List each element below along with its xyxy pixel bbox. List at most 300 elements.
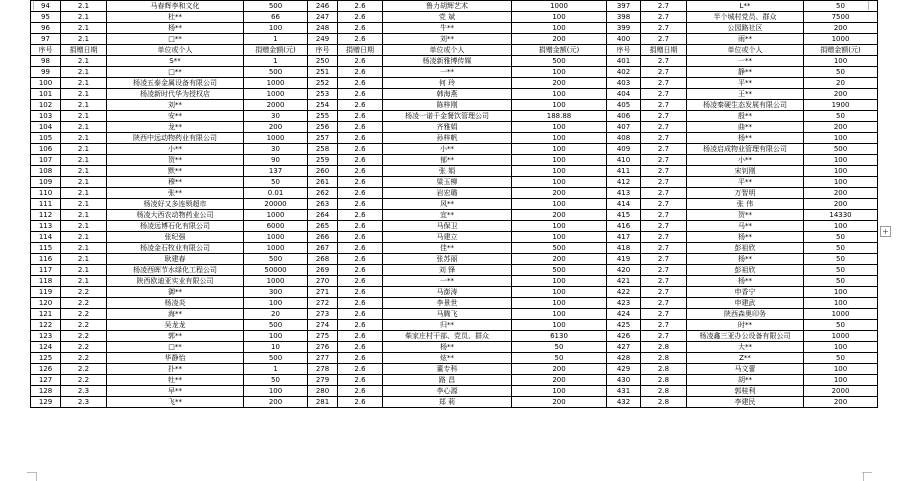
date-cell: 2.1: [61, 23, 107, 34]
amount-cell: 30: [244, 144, 308, 155]
seq-cell: 270: [308, 276, 338, 287]
date-cell: 2.7: [641, 254, 687, 265]
seq-cell: 124: [31, 342, 61, 353]
amount-cell: 100: [512, 155, 607, 166]
donor-cell: 杨凌一诺千金餐饮管理公司: [383, 111, 512, 122]
amount-cell: 100: [804, 221, 878, 232]
amount-cell: 200: [804, 199, 878, 210]
seq-cell: 430: [607, 375, 641, 386]
seq-cell: 263: [308, 199, 338, 210]
table-row: [31, 243, 878, 254]
amount-cell: 50: [804, 67, 878, 78]
amount-cell: 1000: [244, 133, 308, 144]
donor-cell: 贺**: [107, 155, 244, 166]
seq-cell: 404: [607, 89, 641, 100]
date-cell: 2.6: [338, 34, 383, 45]
date-cell: 2.2: [61, 320, 107, 331]
seq-cell: 407: [607, 122, 641, 133]
donor-cell: 贺**: [687, 210, 804, 221]
donor-cell: 杨**: [383, 342, 512, 353]
seq-cell: 103: [31, 111, 61, 122]
column-header: 单位或个人: [687, 45, 804, 56]
date-cell: 2.1: [61, 243, 107, 254]
amount-cell: 1: [244, 364, 308, 375]
donor-cell: 杨凌新雅博传媒: [383, 56, 512, 67]
donor-cell: 风**: [383, 199, 512, 210]
date-cell: 2.6: [338, 144, 383, 155]
donor-cell: □**: [107, 342, 244, 353]
date-cell: 2.1: [61, 67, 107, 78]
table-row: [31, 199, 878, 210]
seq-cell: 410: [607, 155, 641, 166]
amount-cell: 100: [512, 67, 607, 78]
seq-cell: 248: [308, 23, 338, 34]
date-cell: 2.1: [61, 12, 107, 23]
column-header: 捐赠日期: [61, 45, 107, 56]
seq-cell: 431: [607, 386, 641, 397]
amount-cell: 100: [804, 298, 878, 309]
date-cell: 2.1: [61, 100, 107, 111]
amount-cell: 100: [804, 364, 878, 375]
seq-cell: 252: [308, 78, 338, 89]
date-cell: 2.2: [61, 342, 107, 353]
date-cell: 2.6: [338, 309, 383, 320]
date-cell: 2.7: [641, 287, 687, 298]
seq-cell: 277: [308, 353, 338, 364]
table-row: [31, 78, 878, 89]
table-row: [31, 188, 878, 199]
seq-cell: 416: [607, 221, 641, 232]
amount-cell: 100: [512, 122, 607, 133]
amount-cell: 100: [804, 133, 878, 144]
date-cell: 2.6: [338, 331, 383, 342]
date-cell: 2.1: [61, 34, 107, 45]
date-cell: 2.7: [641, 221, 687, 232]
date-cell: 2.7: [641, 331, 687, 342]
date-cell: 2.1: [61, 1, 107, 12]
table-row: [31, 155, 878, 166]
amount-cell: 200: [512, 364, 607, 375]
date-cell: 2.1: [61, 232, 107, 243]
donor-cell: 杜**: [107, 12, 244, 23]
amount-cell: 1000: [244, 78, 308, 89]
seq-cell: 406: [607, 111, 641, 122]
donor-cell: 杨**: [687, 232, 804, 243]
date-cell: 2.6: [338, 89, 383, 100]
seq-cell: 95: [31, 12, 61, 23]
amount-cell: 50: [244, 177, 308, 188]
amount-cell: 90: [244, 155, 308, 166]
date-cell: 2.6: [338, 155, 383, 166]
donor-cell: 孙梓帆: [383, 133, 512, 144]
donor-cell: 申建武: [687, 298, 804, 309]
date-cell: 2.7: [641, 309, 687, 320]
amount-cell: 1: [244, 34, 308, 45]
amount-cell: 50: [804, 265, 878, 276]
amount-cell: 100: [512, 309, 607, 320]
date-cell: 2.6: [338, 353, 383, 364]
date-cell: 2.7: [641, 67, 687, 78]
amount-cell: 30: [244, 111, 308, 122]
amount-cell: 188.88: [512, 111, 607, 122]
date-cell: 2.6: [338, 221, 383, 232]
donor-cell: 申香宁: [687, 287, 804, 298]
donor-cell: 陕西森奥印务: [687, 309, 804, 320]
date-cell: 2.6: [338, 254, 383, 265]
date-cell: 2.7: [641, 1, 687, 12]
amount-cell: 100: [512, 199, 607, 210]
date-cell: 2.2: [61, 353, 107, 364]
donor-cell: 刘 锋: [383, 265, 512, 276]
date-cell: 2.7: [641, 298, 687, 309]
donor-cell: 宜**: [383, 210, 512, 221]
table-row: [31, 265, 878, 276]
donor-cell: 一**: [383, 276, 512, 287]
seq-cell: 251: [308, 67, 338, 78]
seq-cell: 267: [308, 243, 338, 254]
seq-cell: 420: [607, 265, 641, 276]
seq-cell: 426: [607, 331, 641, 342]
date-cell: 2.6: [338, 287, 383, 298]
donor-cell: 曲**: [687, 122, 804, 133]
table-row: [31, 100, 878, 111]
date-cell: 2.1: [61, 210, 107, 221]
donor-cell: 胡**: [687, 375, 804, 386]
seq-cell: 121: [31, 309, 61, 320]
amount-cell: 100: [244, 23, 308, 34]
donor-cell: 小**: [687, 155, 804, 166]
table-row: [31, 144, 878, 155]
date-cell: 2.6: [338, 298, 383, 309]
table-row: [31, 1, 878, 12]
seq-cell: 425: [607, 320, 641, 331]
column-header: 序号: [607, 45, 641, 56]
seq-cell: 427: [607, 342, 641, 353]
date-cell: 2.1: [61, 78, 107, 89]
amount-cell: 1000: [244, 210, 308, 221]
donor-cell: 扑**: [107, 364, 244, 375]
amount-cell: 1000: [244, 276, 308, 287]
date-cell: 2.8: [641, 364, 687, 375]
seq-cell: 100: [31, 78, 61, 89]
date-cell: 2.8: [641, 342, 687, 353]
date-cell: 2.7: [641, 56, 687, 67]
date-cell: 2.7: [641, 276, 687, 287]
donor-cell: 静**: [687, 67, 804, 78]
table-row: [31, 221, 878, 232]
column-header: 序号: [31, 45, 61, 56]
donor-cell: 张纪强: [107, 232, 244, 243]
seq-cell: 397: [607, 1, 641, 12]
date-cell: 2.6: [338, 397, 383, 408]
table-row: [31, 122, 878, 133]
seq-cell: 98: [31, 56, 61, 67]
donor-cell: 平**: [687, 177, 804, 188]
amount-cell: 500: [804, 144, 878, 155]
donor-cell: 何 玲: [383, 78, 512, 89]
amount-cell: 100: [512, 100, 607, 111]
seq-cell: 415: [607, 210, 641, 221]
amount-cell: 20000: [244, 199, 308, 210]
donor-cell: 御**: [107, 287, 244, 298]
seq-cell: 104: [31, 122, 61, 133]
amount-cell: 100: [244, 331, 308, 342]
donor-cell: 杨凌西晖节水绿化工程公司: [107, 265, 244, 276]
seq-cell: 276: [308, 342, 338, 353]
amount-cell: 20: [804, 78, 878, 89]
date-cell: 2.6: [338, 320, 383, 331]
date-cell: 2.6: [338, 199, 383, 210]
table-row: [31, 177, 878, 188]
donor-cell: 李景世: [383, 298, 512, 309]
donor-cell: 耿建春: [107, 254, 244, 265]
donor-cell: 佳**: [383, 243, 512, 254]
date-cell: 2.1: [61, 177, 107, 188]
date-cell: 2.7: [641, 232, 687, 243]
donor-cell: 飞**: [107, 397, 244, 408]
donor-cell: 早**: [107, 386, 244, 397]
seq-cell: 419: [607, 254, 641, 265]
table-row: [31, 67, 878, 78]
donor-cell: 宋钊刚: [687, 166, 804, 177]
amount-cell: 50: [512, 353, 607, 364]
donor-cell: 炫**: [383, 353, 512, 364]
donor-cell: 雨**: [687, 34, 804, 45]
amount-cell: 1000: [244, 232, 308, 243]
donor-cell: 刘**: [383, 34, 512, 45]
amount-cell: 50: [244, 375, 308, 386]
date-cell: 2.1: [61, 89, 107, 100]
amount-cell: 66: [244, 12, 308, 23]
seq-cell: 265: [308, 221, 338, 232]
date-cell: 2.1: [61, 122, 107, 133]
date-cell: 2.7: [641, 78, 687, 89]
seq-cell: 247: [308, 12, 338, 23]
amount-cell: 200: [512, 188, 607, 199]
seq-cell: 402: [607, 67, 641, 78]
seq-cell: 399: [607, 23, 641, 34]
donor-cell: 王**: [687, 89, 804, 100]
column-header: 序号: [308, 45, 338, 56]
seq-cell: 256: [308, 122, 338, 133]
seq-cell: 118: [31, 276, 61, 287]
add-column-handle[interactable]: +: [880, 226, 891, 237]
date-cell: 2.8: [641, 386, 687, 397]
amount-cell: 50: [804, 254, 878, 265]
table-row: [31, 23, 878, 34]
date-cell: 2.7: [641, 89, 687, 100]
amount-cell: 200: [804, 89, 878, 100]
seq-cell: 273: [308, 309, 338, 320]
seq-cell: 275: [308, 331, 338, 342]
seq-cell: 268: [308, 254, 338, 265]
amount-cell: 100: [512, 23, 607, 34]
donor-cell: 杨**: [687, 254, 804, 265]
seq-cell: 125: [31, 353, 61, 364]
donor-cell: 马澎涛: [383, 287, 512, 298]
date-cell: 2.1: [61, 155, 107, 166]
table-row: [31, 342, 878, 353]
amount-cell: 50: [804, 111, 878, 122]
donor-cell: 平**: [687, 78, 804, 89]
amount-cell: 500: [244, 1, 308, 12]
donor-cell: 陕西中远动物药业有限公司: [107, 133, 244, 144]
amount-cell: 200: [512, 210, 607, 221]
amount-cell: 2000: [804, 386, 878, 397]
donor-cell: 郭桂利: [687, 386, 804, 397]
date-cell: 2.6: [338, 100, 383, 111]
date-cell: 2.1: [61, 265, 107, 276]
donor-cell: 马文蕾: [687, 364, 804, 375]
seq-cell: 414: [607, 199, 641, 210]
date-cell: 2.7: [641, 166, 687, 177]
donor-cell: 张 伟: [687, 199, 804, 210]
amount-cell: 7500: [804, 12, 878, 23]
donor-cell: 牡**: [107, 375, 244, 386]
donor-cell: 路 昌: [383, 375, 512, 386]
table-row: [31, 287, 878, 298]
date-cell: 2.6: [338, 188, 383, 199]
donor-cell: 海**: [107, 309, 244, 320]
date-cell: 2.7: [641, 199, 687, 210]
date-cell: 2.1: [61, 254, 107, 265]
column-header: 捐赠金额(元): [804, 45, 878, 56]
amount-cell: 100: [512, 144, 607, 155]
table-row: [31, 364, 878, 375]
amount-cell: 50: [804, 243, 878, 254]
amount-cell: 1: [244, 56, 308, 67]
date-cell: 2.3: [61, 386, 107, 397]
donor-cell: 一**: [687, 56, 804, 67]
seq-cell: 409: [607, 144, 641, 155]
table-row: [31, 331, 878, 342]
donor-cell: 安**: [107, 111, 244, 122]
amount-cell: 50: [804, 232, 878, 243]
table-row: [31, 375, 878, 386]
donor-cell: 岩宏璐: [383, 188, 512, 199]
amount-cell: 100: [804, 287, 878, 298]
seq-cell: 257: [308, 133, 338, 144]
seq-cell: 108: [31, 166, 61, 177]
seq-cell: 279: [308, 375, 338, 386]
seq-cell: 117: [31, 265, 61, 276]
table-row: [31, 353, 878, 364]
seq-cell: 102: [31, 100, 61, 111]
donor-cell: 马腾飞: [383, 309, 512, 320]
seq-cell: 255: [308, 111, 338, 122]
donor-cell: 李心源: [383, 386, 512, 397]
donor-cell: 杨凌新时代华为授权店: [107, 89, 244, 100]
table-row: [31, 34, 878, 45]
amount-cell: 100: [512, 232, 607, 243]
donor-cell: L**: [687, 1, 804, 12]
donor-cell: □**: [107, 34, 244, 45]
donor-cell: 刘**: [107, 100, 244, 111]
donation-table-body: [31, 1, 878, 408]
date-cell: 2.1: [61, 276, 107, 287]
amount-cell: 100: [804, 56, 878, 67]
date-cell: 2.7: [641, 122, 687, 133]
date-cell: 2.6: [338, 67, 383, 78]
amount-cell: 1000: [244, 243, 308, 254]
amount-cell: 100: [512, 320, 607, 331]
date-cell: 2.6: [338, 23, 383, 34]
amount-cell: 200: [804, 23, 878, 34]
seq-cell: 249: [308, 34, 338, 45]
date-cell: 2.6: [338, 122, 383, 133]
seq-cell: 94: [31, 1, 61, 12]
amount-cell: 1900: [804, 100, 878, 111]
date-cell: 2.7: [641, 243, 687, 254]
seq-cell: 129: [31, 397, 61, 408]
seq-cell: 128: [31, 386, 61, 397]
date-cell: 2.7: [641, 320, 687, 331]
seq-cell: 115: [31, 243, 61, 254]
date-cell: 2.1: [61, 166, 107, 177]
amount-cell: 100: [804, 375, 878, 386]
table-row: [31, 397, 878, 408]
donor-cell: 杨**: [107, 23, 244, 34]
amount-cell: 100: [512, 166, 607, 177]
amount-cell: 100: [804, 166, 878, 177]
seq-cell: 421: [607, 276, 641, 287]
donor-cell: 韩海燕: [383, 89, 512, 100]
amount-cell: 100: [512, 133, 607, 144]
seq-cell: 262: [308, 188, 338, 199]
date-cell: 2.6: [338, 342, 383, 353]
date-cell: 2.2: [61, 309, 107, 320]
amount-cell: 100: [804, 155, 878, 166]
seq-cell: 126: [31, 364, 61, 375]
seq-cell: 101: [31, 89, 61, 100]
table-row: [31, 89, 878, 100]
donor-cell: 龙**: [107, 122, 244, 133]
seq-cell: 413: [607, 188, 641, 199]
date-cell: 2.1: [61, 111, 107, 122]
donor-cell: 郑 莉: [383, 397, 512, 408]
date-cell: 2.7: [641, 34, 687, 45]
donor-cell: 彭祖欣: [687, 265, 804, 276]
date-cell: 2.7: [641, 133, 687, 144]
donor-cell: 马保卫: [383, 221, 512, 232]
date-cell: 2.6: [338, 111, 383, 122]
date-cell: 2.1: [61, 144, 107, 155]
date-cell: 2.6: [338, 265, 383, 276]
seq-cell: 281: [308, 397, 338, 408]
donor-cell: 半个城村党员、群众: [687, 12, 804, 23]
date-cell: 2.7: [641, 155, 687, 166]
seq-cell: 400: [607, 34, 641, 45]
amount-cell: 2000: [244, 100, 308, 111]
amount-cell: 10: [244, 342, 308, 353]
date-cell: 2.6: [338, 166, 383, 177]
seq-cell: 418: [607, 243, 641, 254]
table-row: [31, 320, 878, 331]
amount-cell: 100: [512, 221, 607, 232]
amount-cell: 500: [512, 56, 607, 67]
seq-cell: 96: [31, 23, 61, 34]
donor-cell: 一**: [383, 67, 512, 78]
amount-cell: 100: [804, 177, 878, 188]
donor-cell: 柴家庄村干部、党员、群众: [383, 331, 512, 342]
donor-cell: 殷**: [687, 111, 804, 122]
seq-cell: 119: [31, 287, 61, 298]
amount-cell: 100: [512, 89, 607, 100]
date-cell: 2.6: [338, 177, 383, 188]
seq-cell: 280: [308, 386, 338, 397]
column-header: 单位或个人: [107, 45, 244, 56]
donation-table: [30, 0, 878, 408]
